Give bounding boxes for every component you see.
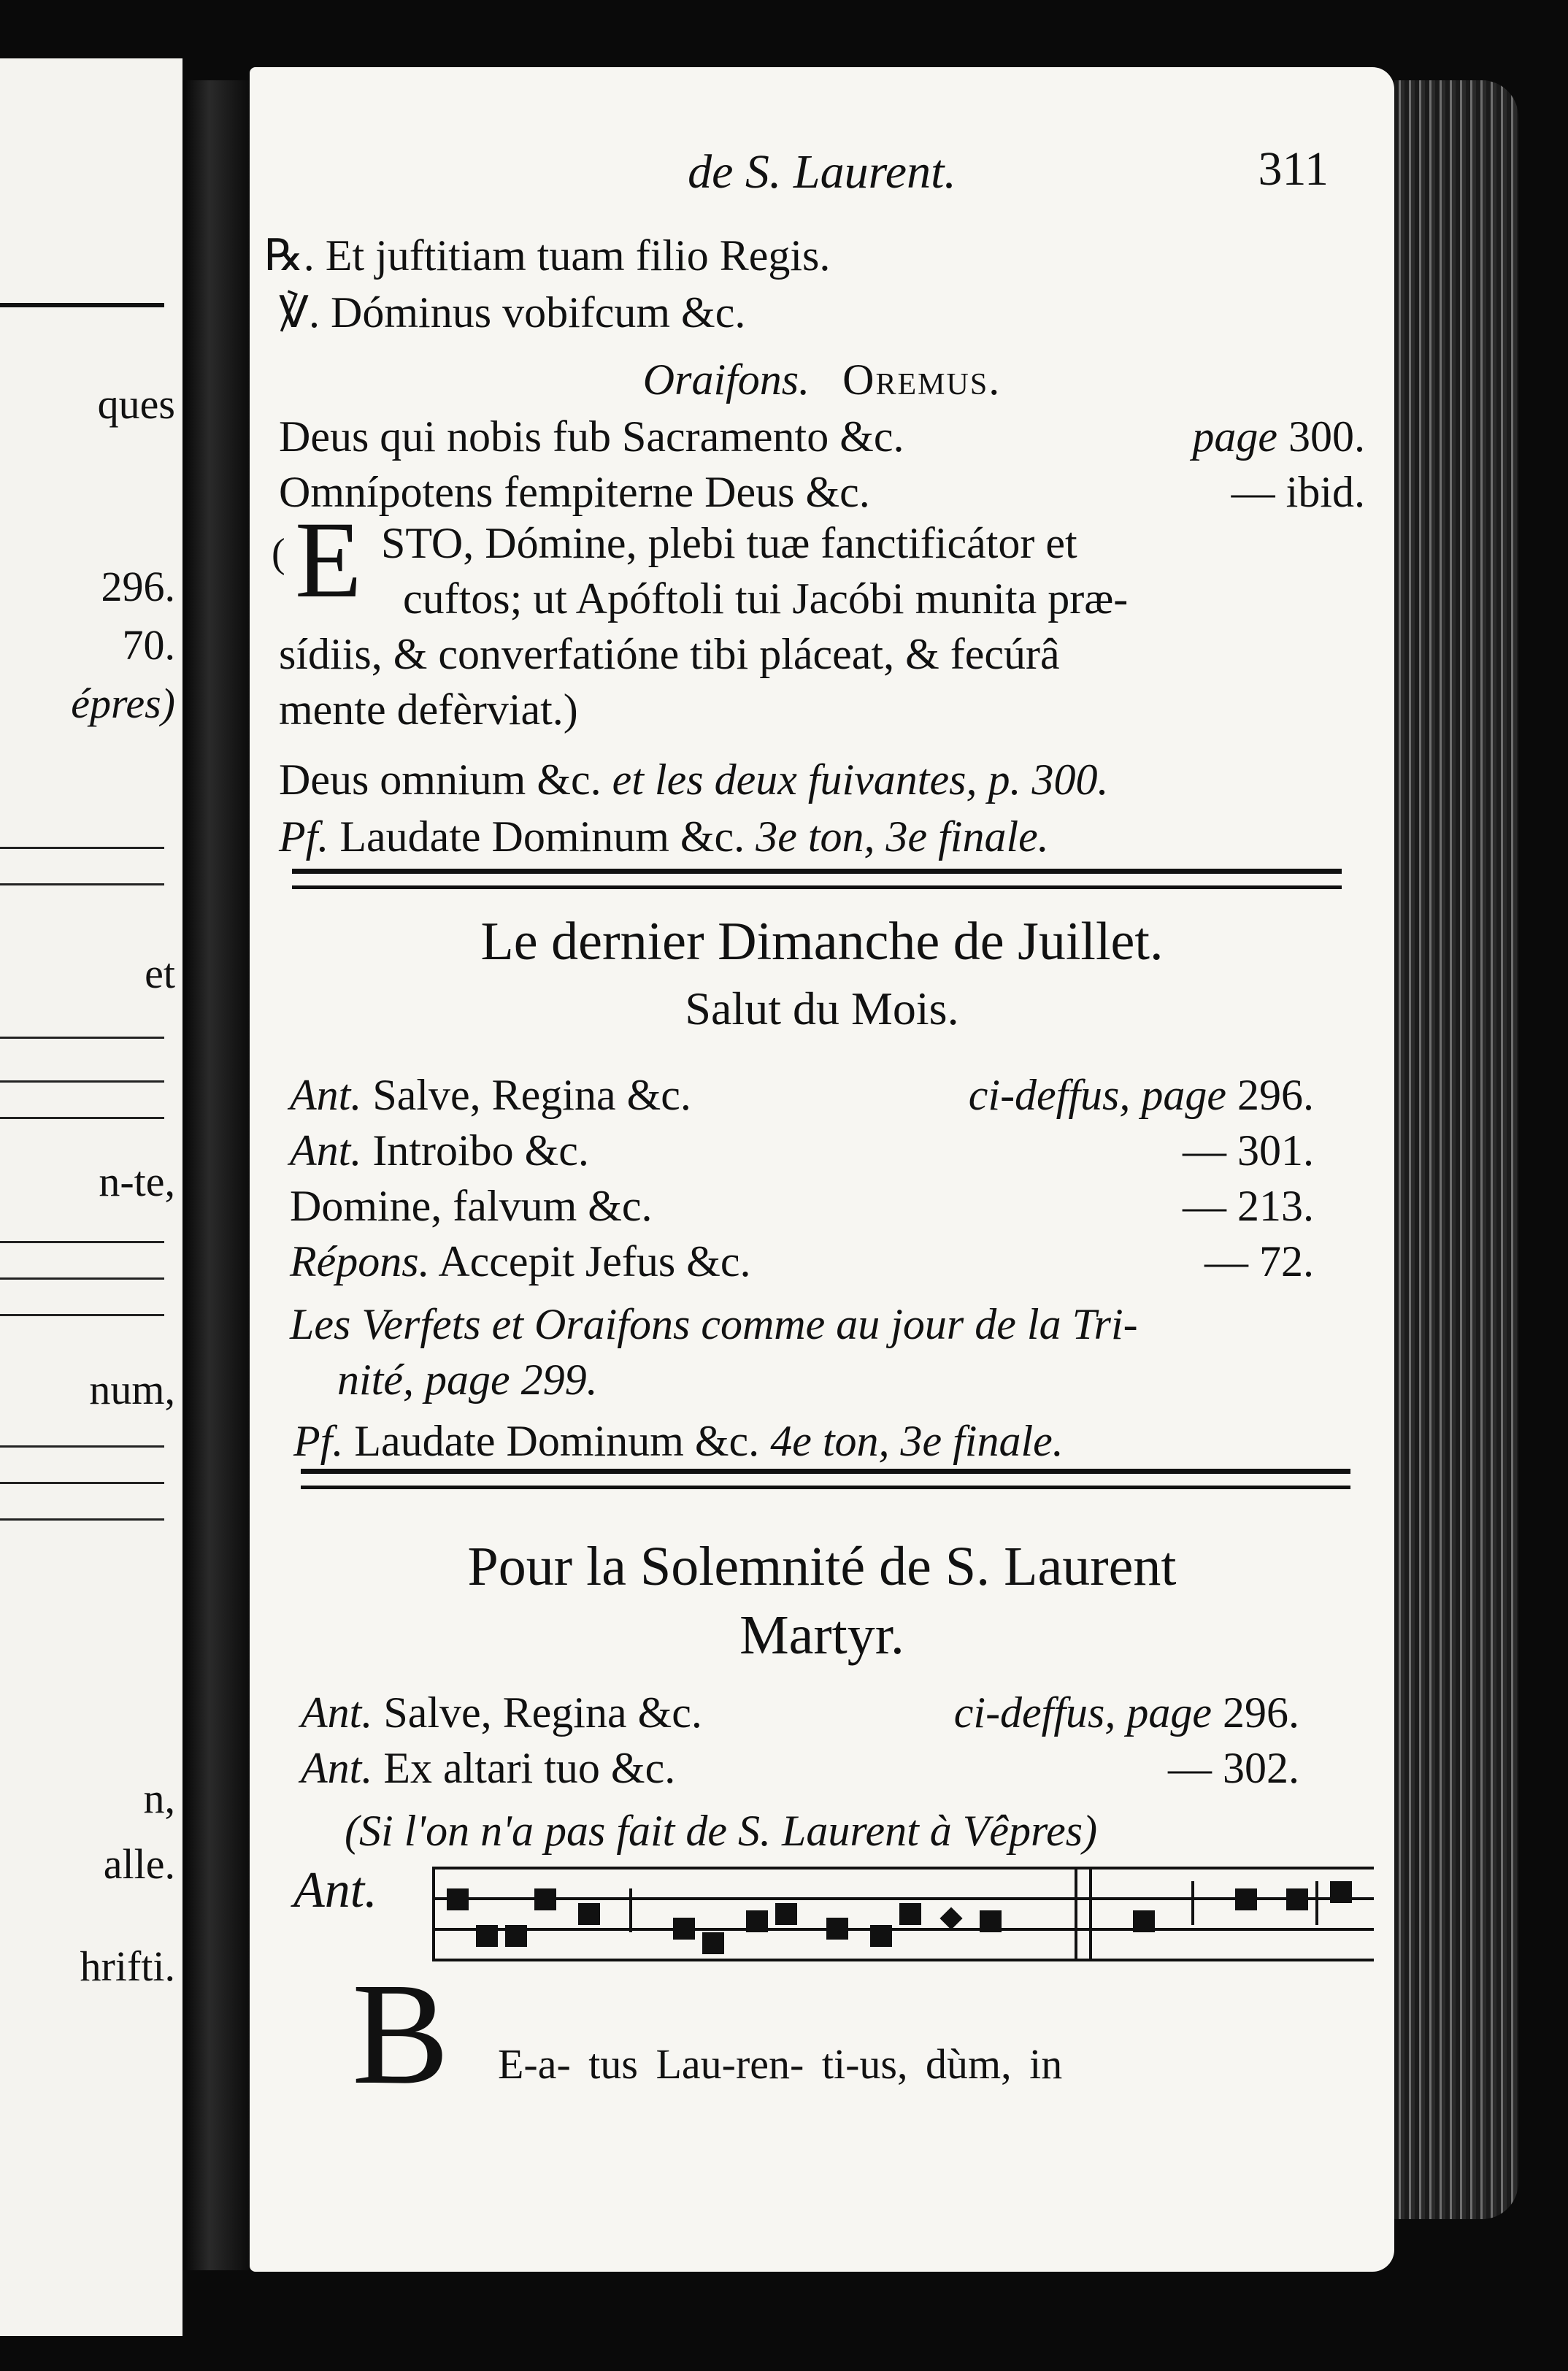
collect-initial: E: [295, 499, 362, 620]
collect-open-paren: (: [272, 531, 285, 576]
row-marker: Ant.: [290, 1071, 362, 1119]
versicle-marker: ℣.: [279, 288, 320, 337]
psalm-marker: Pf.: [279, 812, 329, 861]
antiphon-row: [290, 1180, 1314, 1232]
row-text: Accepit Jefus &c.: [438, 1237, 751, 1286]
left-facing-page: [0, 58, 182, 2336]
ref-label: —: [1183, 1126, 1226, 1175]
ref-label: —: [1168, 1744, 1212, 1792]
left-fragment: num,: [89, 1366, 175, 1413]
staff-line: [432, 1959, 1374, 1961]
chant-note: [1330, 1881, 1352, 1903]
antiphon-row: [290, 1124, 1314, 1177]
versicle-text: Dóminus vobifcum &c.: [331, 288, 746, 337]
left-fragment: n-te,: [99, 1158, 175, 1205]
staff-divider: [629, 1888, 632, 1932]
collect-line: cuftos; ut Apóftoli tui Jacóbi munita præ-: [403, 575, 1129, 623]
row-text: Ex altari tuo &c.: [383, 1744, 676, 1792]
responsory-text: Et juftitiam tuam filio Regis.: [325, 231, 831, 280]
left-fragment: et: [145, 950, 175, 997]
row-ref: [1168, 1742, 1299, 1794]
ref-page: 213.: [1237, 1182, 1314, 1230]
prayer-ref-line: [279, 410, 1365, 463]
row-marker: Répons.: [290, 1237, 430, 1286]
chant-note: [746, 1910, 768, 1932]
ref-page: 296.: [1237, 1071, 1314, 1119]
psalm-tone: 4e ton, 3e finale.: [770, 1417, 1064, 1465]
section-title: Pour la Solemnité de S. Laurent: [467, 1536, 1177, 1597]
ref-label: ci-deffus, page: [968, 1071, 1226, 1119]
double-rule: [292, 869, 1342, 889]
collect-line: mente defèrviat.): [279, 685, 578, 734]
row-ref: [954, 1686, 1299, 1739]
prayer-text: Deus omnium &c.: [279, 756, 602, 804]
book-gutter: [182, 80, 250, 2270]
chant-label: Ant.: [293, 1862, 377, 1918]
left-staff-line: [0, 1037, 164, 1039]
section-subtitle: Salut du Mois.: [685, 983, 959, 1034]
prayer-ref: et les deux fuivantes, p. 300.: [612, 756, 1109, 804]
chant-note: [702, 1932, 724, 1954]
collect-line: sídiis, & converfatióne tibi pláceat, & fecúrâ: [279, 630, 1060, 678]
prayer-text: Deus qui nobis fub Sacramento &c.: [279, 412, 904, 461]
ref-page: 302.: [1223, 1744, 1299, 1792]
left-staff-line: [0, 1314, 164, 1316]
chant-note: [939, 1907, 962, 1929]
chant-note: [447, 1888, 469, 1910]
row-marker: Ant.: [301, 1688, 373, 1737]
chant-note: [826, 1918, 848, 1940]
oremus-label: Oremus.: [842, 356, 1002, 404]
left-fragment: ques: [97, 380, 175, 428]
left-fragment: 296.: [101, 563, 175, 610]
row-text: Introibo &c.: [372, 1126, 589, 1175]
psalm-marker: Pf.: [293, 1417, 344, 1465]
left-staff-line: [0, 1117, 164, 1119]
left-staff-line: [0, 1080, 164, 1083]
ref-label: —: [1204, 1237, 1248, 1286]
ref-label: —: [1183, 1182, 1226, 1230]
chant-note: [673, 1918, 695, 1940]
responsory-marker: ℞.: [264, 231, 315, 280]
antiphon-row: [290, 1069, 1314, 1121]
row-marker: Ant.: [301, 1744, 373, 1792]
chant-note: [578, 1903, 600, 1925]
row-text: Domine, falvum &c.: [290, 1182, 653, 1230]
left-staff-line: [0, 1445, 164, 1448]
chant-note: [1235, 1888, 1257, 1910]
chant-note: [1286, 1888, 1308, 1910]
chant-note: [1133, 1910, 1155, 1932]
rubric-note: Les Verfets et Oraifons comme au jour de la Tri-: [290, 1300, 1138, 1348]
row-ref: [1183, 1180, 1314, 1232]
psalm-line: [279, 810, 1365, 863]
psalm-text: Laudate Dominum &c.: [354, 1417, 760, 1465]
chant-note: [870, 1925, 892, 1947]
psalm-text: Laudate Dominum &c.: [339, 812, 745, 861]
row-ref: [1204, 1235, 1314, 1288]
row-ref: [969, 1069, 1314, 1121]
antiphon-row: [301, 1686, 1299, 1739]
row-marker: Ant.: [290, 1126, 362, 1175]
collect-line: STO, Dómine, plebi tuæ fanctificátor et: [381, 519, 1077, 567]
psalm-tone: 3e ton, 3e finale.: [756, 812, 1049, 861]
left-fragment: hrifti.: [80, 1942, 175, 1990]
left-staff-line: [0, 1241, 164, 1243]
versicle-line: [279, 286, 1365, 339]
left-fragment: alle.: [103, 1840, 175, 1888]
prayer-text: Omnípotens fempiterne Deus &c.: [279, 468, 870, 516]
staff-divider: [1315, 1881, 1318, 1925]
rubric-note: nité, page 299.: [337, 1356, 598, 1404]
staff-start: [432, 1867, 435, 1960]
chant-staff: [432, 1867, 1374, 1961]
double-rule: [301, 1469, 1350, 1489]
section-title: Le dernier Dimanche de Juillet.: [480, 912, 1164, 972]
page-label: page: [1192, 412, 1277, 461]
rubric-note: (Si l'on n'a pas fait de S. Laurent à Vêpres): [345, 1807, 1098, 1855]
left-staff-line: [0, 1518, 164, 1521]
staff-line: [432, 1897, 1374, 1900]
chant-note: [505, 1925, 527, 1947]
antiphon-row: [301, 1742, 1299, 1794]
chant-note: [534, 1888, 556, 1910]
ref-page: 296.: [1223, 1688, 1299, 1737]
row-ref: [1183, 1124, 1314, 1177]
left-fragment: épres): [71, 680, 175, 727]
main-page: [250, 67, 1394, 2272]
row-text: Salve, Regina &c.: [383, 1688, 702, 1737]
antiphon-row: [290, 1235, 1314, 1288]
staff-line: [432, 1928, 1374, 1931]
responsory-line: [264, 229, 1365, 282]
prayer-ref: [1192, 410, 1365, 463]
ref-page: 72.: [1259, 1237, 1314, 1286]
oraisons-label: Oraifons.: [642, 356, 810, 404]
page-edges: [1394, 80, 1518, 2219]
ref-page: 301.: [1237, 1126, 1314, 1175]
staff-line: [432, 1867, 1374, 1869]
page-ref: 300.: [1288, 412, 1365, 461]
section-title: Martyr.: [739, 1605, 904, 1666]
left-rule: [0, 303, 164, 307]
oraisons-heading: [250, 353, 1394, 406]
left-staff-line: [0, 1482, 164, 1484]
chant-note: [476, 1925, 498, 1947]
page-number: 311: [1258, 142, 1329, 196]
prayer-ref: — ibid.: [1231, 468, 1365, 516]
left-staff-line: [0, 1277, 164, 1280]
running-title: de S. Laurent.: [688, 145, 956, 199]
staff-double-bar: [1089, 1867, 1092, 1960]
chant-lyrics: E-a- tus Lau-ren- ti-us, dùm, in: [498, 2040, 1063, 2088]
left-fragment: 70.: [122, 621, 175, 669]
staff-double-bar: [1075, 1867, 1077, 1960]
chant-note: [899, 1903, 921, 1925]
left-staff-line: [0, 883, 164, 885]
chant-note: [775, 1903, 797, 1925]
psalm-line: [293, 1415, 1365, 1467]
left-staff-line: [0, 847, 164, 849]
staff-divider: [1191, 1881, 1194, 1925]
chant-initial: B: [352, 1953, 450, 2115]
row-text: Salve, Regina &c.: [372, 1071, 691, 1119]
chant-note: [980, 1910, 1002, 1932]
prayer-ref-line: [279, 753, 1365, 806]
left-fragment: n,: [143, 1775, 175, 1822]
ref-label: ci-deffus, page: [953, 1688, 1212, 1737]
